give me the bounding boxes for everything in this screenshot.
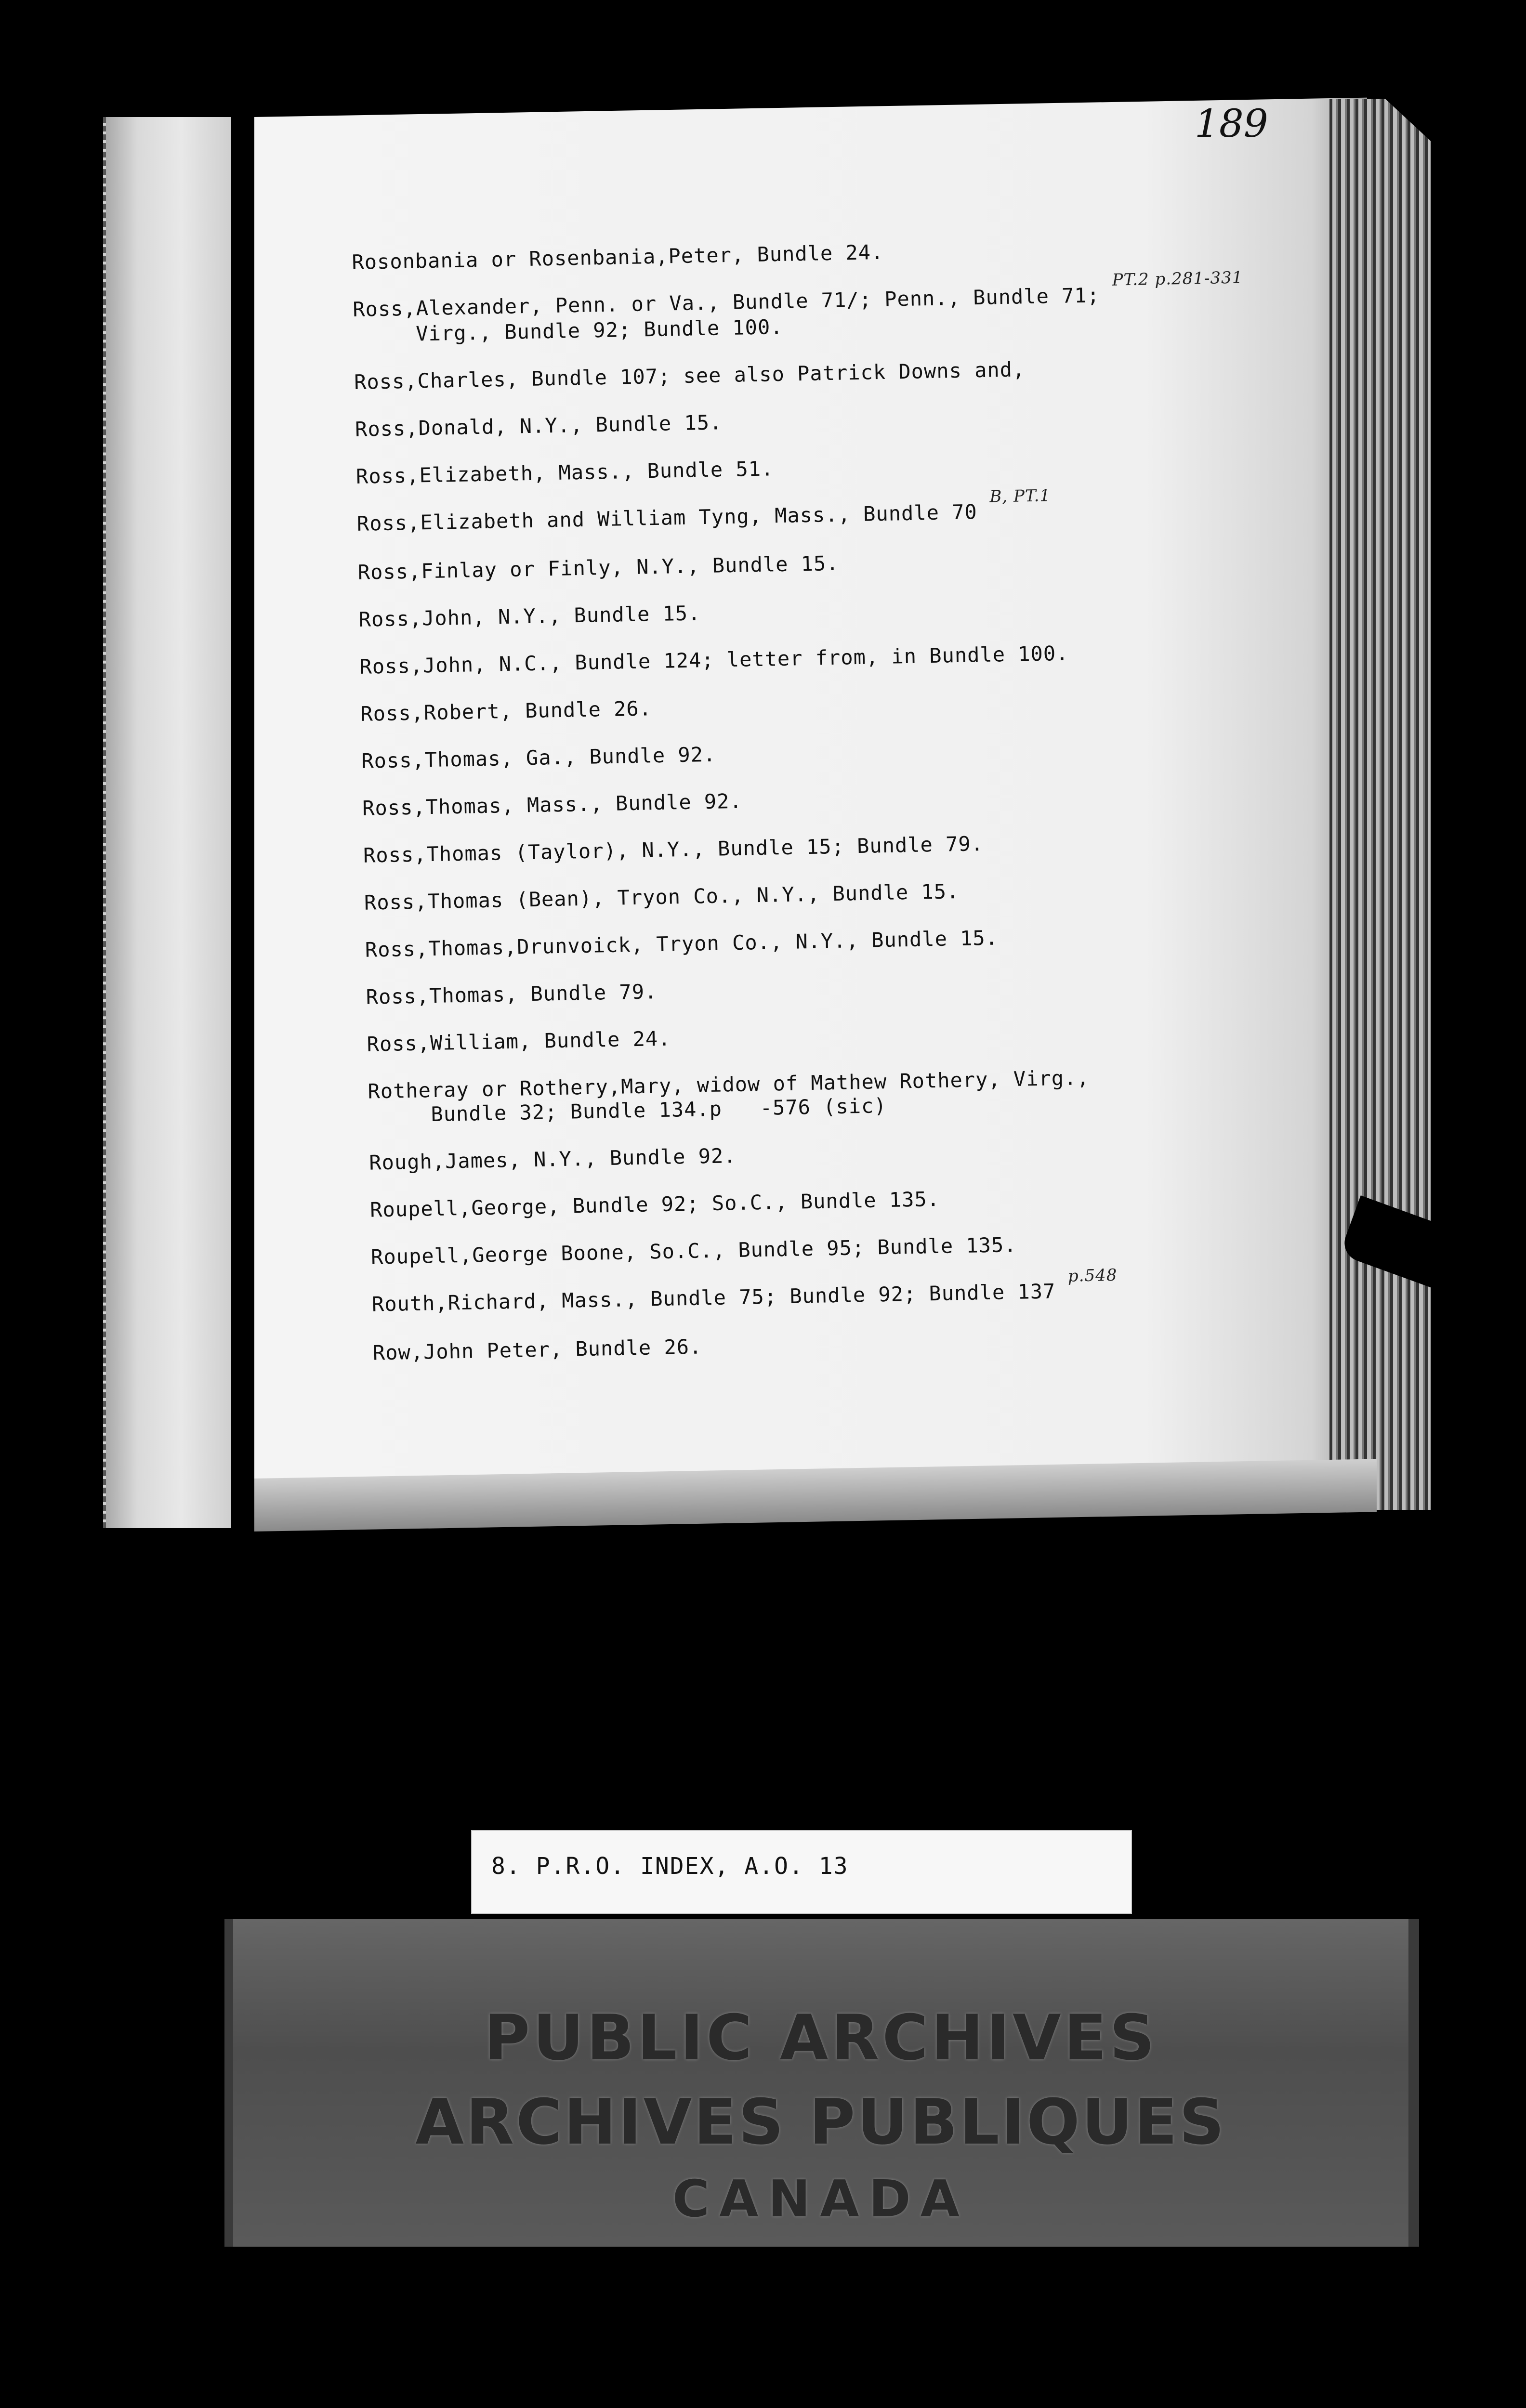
handwritten-annotation: PT.2 p.281-331 bbox=[1112, 268, 1243, 290]
index-entry bbox=[364, 872, 1328, 915]
index-entry bbox=[357, 542, 1321, 584]
entry-name: Ross,Robert, bbox=[360, 699, 513, 726]
entry-text: Bundle 24. bbox=[757, 240, 884, 266]
entry-name: Ross,Thomas, bbox=[366, 982, 518, 1009]
index-entry bbox=[356, 446, 1320, 489]
entry-text: Bundle 92; So.C., Bundle 135. bbox=[572, 1187, 940, 1218]
entry-continuation: Bundle 32; Bundle 134.p -576 (sic) bbox=[430, 1094, 887, 1126]
entry-name: Ross,Alexander, bbox=[352, 294, 543, 321]
entry-text: Bundle 26. bbox=[575, 1335, 702, 1361]
entry-name: Roupell,George, bbox=[369, 1194, 560, 1222]
entry-text: Bundle 107; see also Patrick Downs and, bbox=[531, 357, 1026, 391]
index-entries bbox=[352, 232, 1337, 1388]
entry-name: Ross,Elizabeth, bbox=[355, 461, 546, 488]
entry-text: Bundle 26. bbox=[525, 696, 652, 723]
entry-name: Roupell,George Boone, bbox=[370, 1240, 637, 1269]
entry-text: Bundle 24. bbox=[544, 1026, 671, 1053]
index-entry bbox=[354, 352, 1318, 394]
entry-text: Mass., Bundle 75; Bundle 92; Bundle 137 bbox=[561, 1279, 1056, 1313]
entry-text: Mass., Bundle 92. bbox=[526, 789, 743, 817]
entry-text: N.Y., Bundle 15. bbox=[636, 551, 840, 579]
index-entry bbox=[367, 1014, 1330, 1056]
entry-text: Tryon Co., N.Y., Bundle 15. bbox=[617, 879, 960, 910]
entry-name: Ross,Thomas,Drunvoick, bbox=[365, 932, 644, 962]
index-entry bbox=[355, 399, 1319, 442]
reel-label-card bbox=[471, 1830, 1132, 1914]
index-entry bbox=[371, 1265, 1336, 1318]
entry-text: Mass., Bundle 51. bbox=[558, 457, 774, 484]
stamp-line-country: CANADA bbox=[672, 2170, 969, 2228]
index-entry bbox=[361, 731, 1325, 773]
entry-text: So.C., Bundle 95; Bundle 135. bbox=[649, 1232, 1017, 1264]
entry-text: Ga., Bundle 92. bbox=[526, 742, 716, 770]
index-entry bbox=[358, 589, 1322, 631]
index-entry bbox=[370, 1179, 1334, 1222]
stamp-line-french: ARCHIVES PUBLIQUES bbox=[415, 2085, 1226, 2159]
index-entry bbox=[360, 683, 1324, 726]
entry-name: Ross,Donald, bbox=[355, 414, 507, 441]
entry-name: Rotheray or Rothery,Mary, bbox=[368, 1073, 685, 1103]
entry-name: Ross,John, bbox=[358, 605, 486, 631]
entry-text: N.Y., Bundle 92. bbox=[533, 1144, 737, 1172]
index-entry bbox=[356, 486, 1320, 537]
entry-name: Ross,Elizabeth and William Tyng, bbox=[356, 504, 763, 536]
entry-name: Rough,James, bbox=[368, 1148, 522, 1175]
entry-name: Ross,Thomas (Bean), bbox=[364, 886, 605, 915]
handwritten-annotation: p.548 bbox=[1067, 1265, 1118, 1286]
entry-name: Row,John Peter, bbox=[372, 1337, 563, 1365]
index-entry bbox=[368, 1061, 1332, 1127]
book-page-edges bbox=[1329, 99, 1431, 1510]
entry-name: Ross,Thomas, bbox=[362, 793, 515, 820]
entry-name: Ross,Thomas (Taylor), bbox=[363, 838, 630, 867]
entry-name: Ross,Charles, bbox=[354, 367, 519, 394]
entry-name: Rosonbania or Rosenbania,Peter, bbox=[352, 243, 745, 274]
handwritten-annotation: B, PT.1 bbox=[989, 486, 1051, 507]
entry-name: Ross,Thomas, bbox=[361, 746, 514, 773]
index-entry bbox=[359, 636, 1323, 679]
entry-text: N.C., Bundle 124; letter from, in Bundle 100. bbox=[499, 641, 1069, 676]
index-entry bbox=[363, 825, 1327, 867]
index-entry bbox=[365, 919, 1329, 962]
entry-text: Penn. or Va., Bundle 71/; Penn., Bundle 71; bbox=[555, 283, 1100, 317]
index-entry bbox=[371, 1227, 1335, 1269]
index-entry bbox=[352, 268, 1317, 347]
index-entry bbox=[372, 1322, 1336, 1365]
entry-text: Mass., Bundle 70 bbox=[774, 500, 978, 528]
archives-stamp-box bbox=[224, 1919, 1419, 2247]
entry-name: Routh,Richard, bbox=[371, 1289, 550, 1316]
entry-name: Ross,William, bbox=[367, 1029, 532, 1056]
entry-text: N.Y., Bundle 15. bbox=[498, 601, 701, 629]
entry-continuation: Virg., Bundle 92; Bundle 100. bbox=[415, 314, 783, 346]
entry-text: N.Y., Bundle 15; Bundle 79. bbox=[641, 832, 984, 862]
reel-label-text: 8. P.R.O. INDEX, A.O. 13 bbox=[491, 1853, 849, 1880]
entry-name: Ross,John, bbox=[359, 652, 487, 679]
index-entry bbox=[362, 778, 1326, 820]
entry-text: widow of Mathew Rothery, Virg., bbox=[697, 1065, 1090, 1097]
facing-page-edge bbox=[103, 117, 231, 1528]
entry-text: Tryon Co., N.Y., Bundle 15. bbox=[656, 926, 999, 956]
index-entry bbox=[366, 967, 1329, 1009]
entry-text: Bundle 79. bbox=[530, 980, 658, 1006]
index-entry bbox=[369, 1132, 1333, 1175]
entry-text: N.Y., Bundle 15. bbox=[519, 410, 723, 438]
stamp-line-english: PUBLIC ARCHIVES bbox=[484, 2001, 1158, 2074]
entry-name: Ross,Finlay or Finly, bbox=[357, 555, 624, 584]
page-number: 189 bbox=[1195, 101, 1268, 146]
